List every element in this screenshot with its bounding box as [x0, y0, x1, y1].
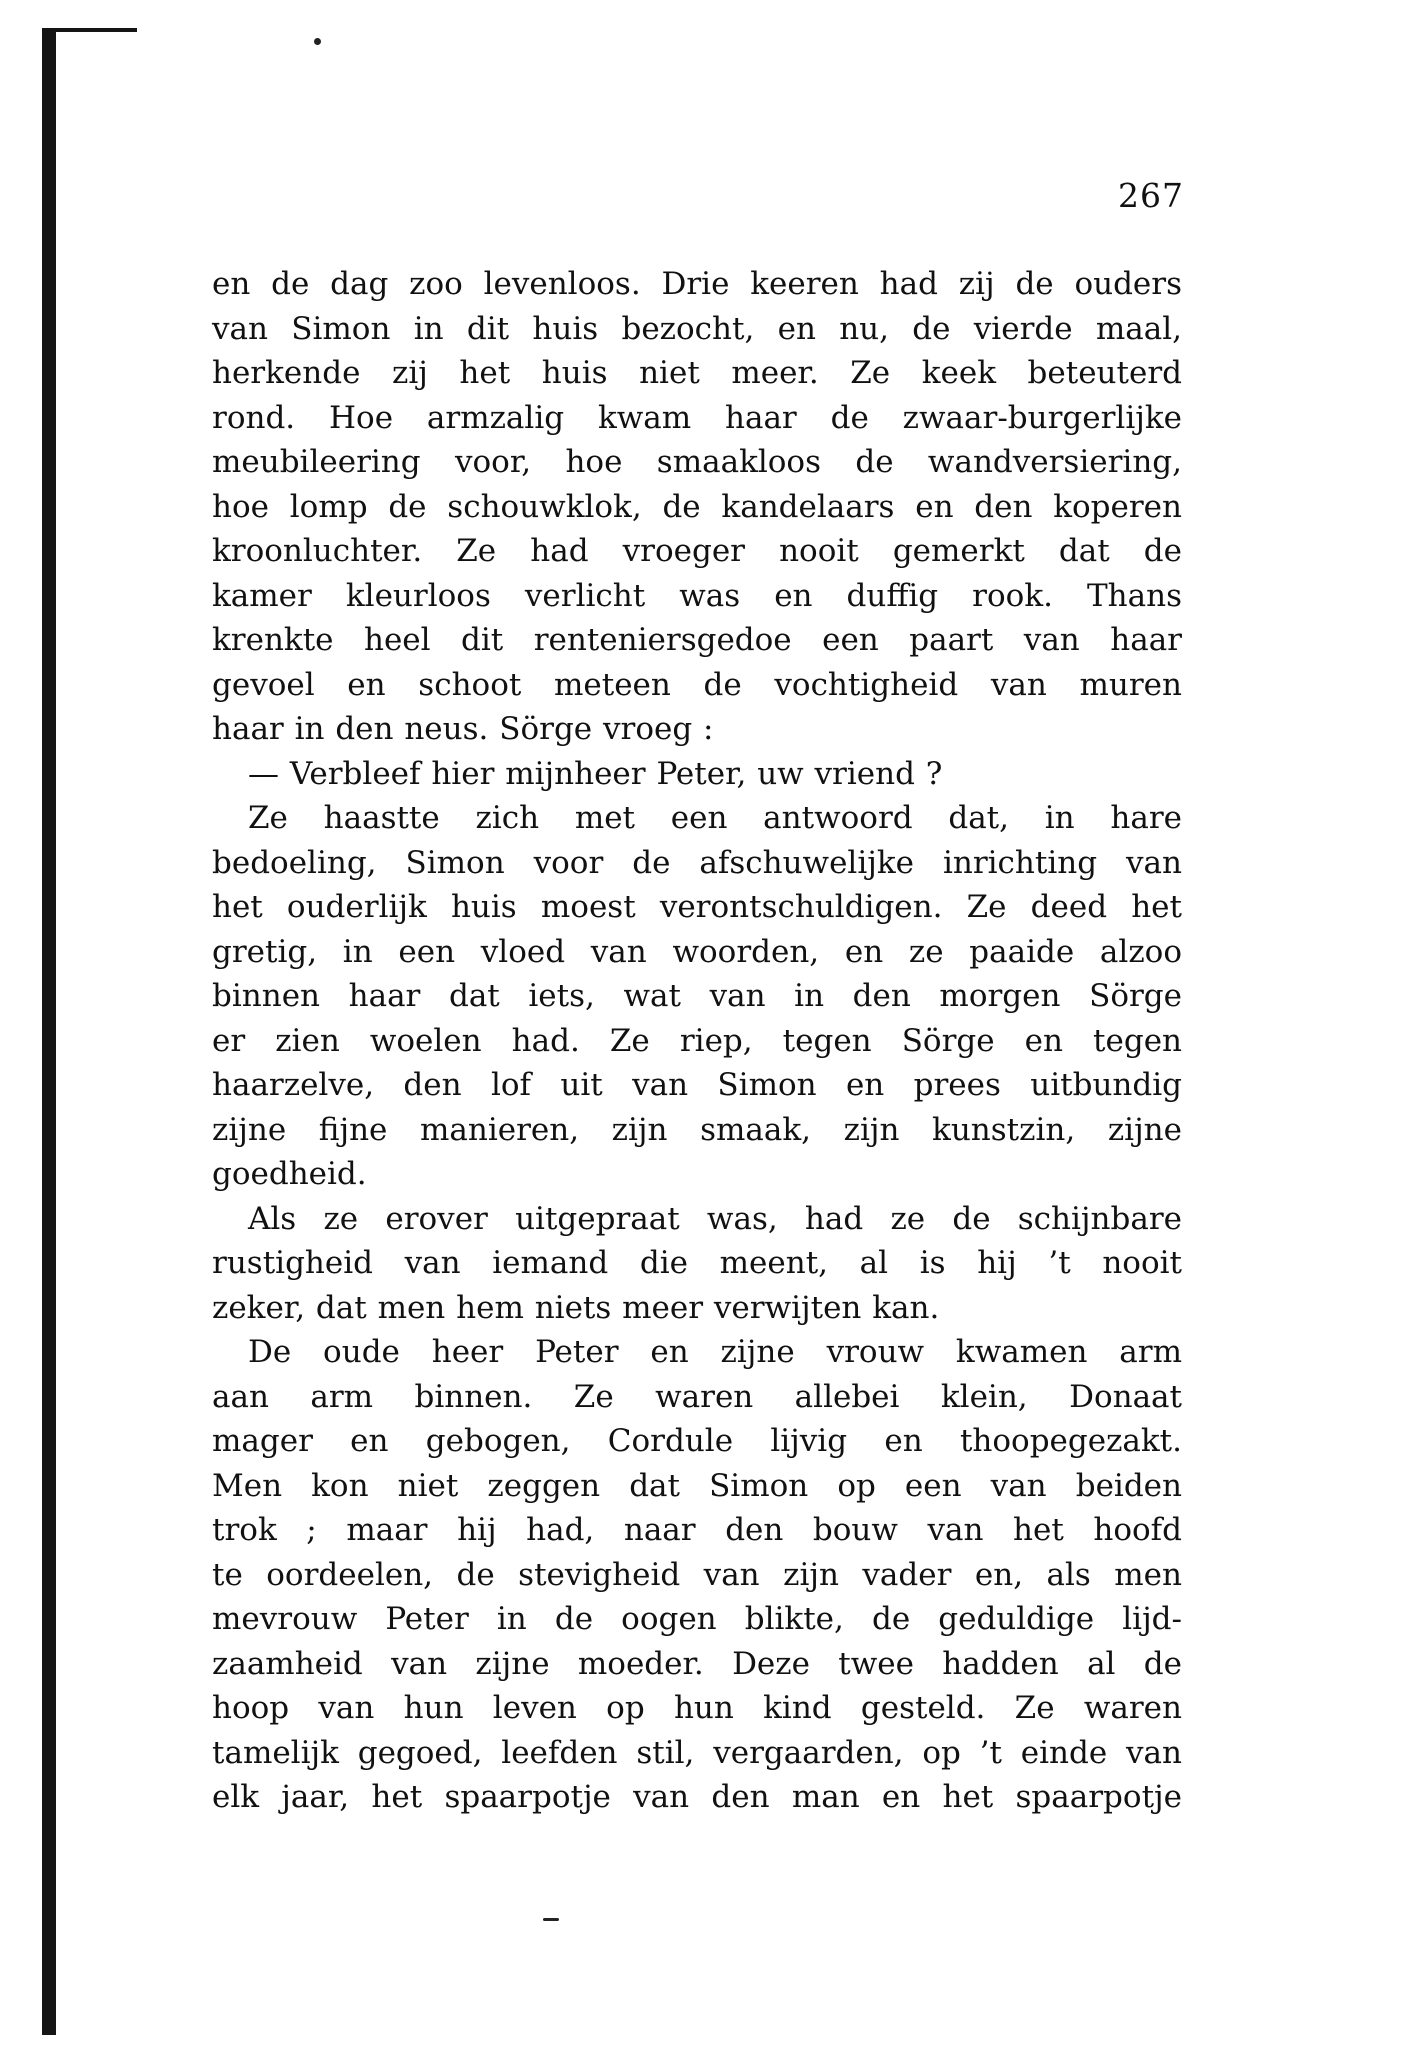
- text-line: meubileering voor, hoe smaakloos de wandversiering,: [212, 444, 1182, 480]
- text-line: van Simon in dit huis bezocht, en nu, de vierde maal,: [212, 310, 1182, 347]
- text-line: Als ze erover uitgepraat was, had ze de schijnbare: [248, 1200, 1182, 1237]
- text-line: te oordeelen, de stevigheid van zijn vader en, als men: [212, 1556, 1182, 1593]
- text-line: gretig, in een vloed van woorden, en ze paaide alzoo: [212, 933, 1182, 970]
- body-text: [212, 262, 1182, 1820]
- text-line: goedheid.: [212, 1156, 367, 1192]
- text-line: tamelijk gegoed, leefden stil, vergaarden, op ’t einde van: [212, 1734, 1182, 1771]
- text-line: kroonluchter. Ze had vroeger nooit gemerkt dat de: [212, 533, 1182, 569]
- text-line: elk jaar, het spaarpotje van den man en het spaarpotje: [212, 1779, 1182, 1815]
- page-number: 267: [1118, 176, 1184, 215]
- text-line: mager en gebogen, Cordule lijvig en thoopegezakt.: [212, 1423, 1182, 1459]
- scan-speck: [314, 38, 321, 45]
- text-line: aan arm binnen. Ze waren allebei klein, Donaat: [212, 1378, 1182, 1415]
- text-line: haar in den neus. Sörge vroeg :: [212, 711, 714, 747]
- text-line: krenkte heel dit renteniersgedoe een paart van haar: [212, 622, 1182, 658]
- binding-edge: [42, 30, 56, 2035]
- binding-edge-top: [42, 28, 137, 32]
- text-line: rustigheid van iemand die meent, al is hij ’t nooit: [212, 1245, 1182, 1281]
- text-line: kamer kleurloos verlicht was en duffig rook. Thans: [212, 577, 1182, 614]
- text-line: zeker, dat men hem niets meer verwijten kan.: [212, 1289, 940, 1326]
- text-line: haarzelve, den lof uit van Simon en prees uitbundig: [212, 1067, 1182, 1103]
- text-line: en de dag zoo levenloos. Drie keeren had zij de ouders: [212, 266, 1182, 302]
- text-line: het ouderlijk huis moest verontschuldigen. Ze deed het: [212, 889, 1182, 925]
- scan-speck: [543, 1918, 559, 1921]
- text-line: hoop van hun leven op hun kind gesteld. Ze waren: [212, 1690, 1182, 1726]
- text-line: hoe lomp de schouwklok, de kandelaars en den koperen: [212, 488, 1182, 525]
- text-line: De oude heer Peter en zijne vrouw kwamen arm: [248, 1334, 1182, 1370]
- text-line: binnen haar dat iets, wat van in den morgen Sörge: [212, 978, 1182, 1014]
- text-line: Men kon niet zeggen dat Simon op een van beiden: [212, 1467, 1182, 1504]
- text-line: — Verbleef hier mijnheer Peter, uw vriend ?: [248, 755, 943, 792]
- text-line: Ze haastte zich met een antwoord dat, in hare: [248, 800, 1182, 836]
- text-line: zaamheid van zijne moeder. Deze twee hadden al de: [212, 1645, 1182, 1682]
- text-line: rond. Hoe armzalig kwam haar de zwaar-burgerlijke: [212, 399, 1182, 436]
- text-line: mevrouw Peter in de oogen blikte, de geduldige lijd-: [212, 1601, 1182, 1637]
- text-line: bedoeling, Simon voor de afschuwelijke inrichting van: [212, 844, 1182, 881]
- text-line: trok ; maar hij had, naar den bouw van het hoofd: [212, 1512, 1182, 1548]
- text-line: herkende zij het huis niet meer. Ze keek beteuterd: [212, 355, 1182, 391]
- text-line: zijne fijne manieren, zijn smaak, zijn kunstzin, zijne: [212, 1111, 1182, 1148]
- text-line: gevoel en schoot meteen de vochtigheid van muren: [212, 666, 1182, 703]
- text-line: er zien woelen had. Ze riep, tegen Sörge en tegen: [212, 1022, 1182, 1059]
